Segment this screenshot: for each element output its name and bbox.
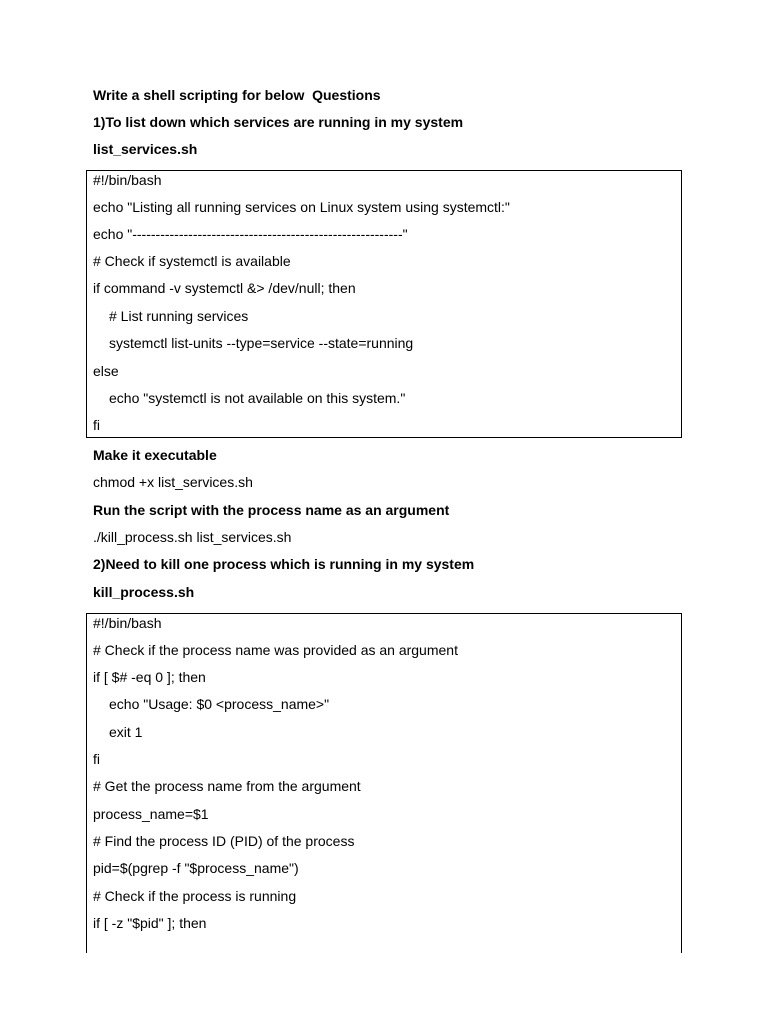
code-line: if [ $# -eq 0 ]; then (93, 669, 206, 685)
code-line: fi (93, 417, 100, 433)
code-line: echo "Usage: $0 <process_name>" (109, 696, 330, 712)
run-script-command: ./kill_process.sh list_services.sh (93, 529, 292, 545)
question-1-filename: list_services.sh (93, 141, 198, 157)
code-line: systemctl list-units --type=service --state=running (109, 335, 414, 351)
code-line: # Check if the process is running (93, 888, 297, 904)
make-executable-label: Make it executable (93, 447, 217, 463)
code-block-kill-process (86, 613, 682, 953)
make-executable-command: chmod +x list_services.sh (93, 474, 253, 490)
code-line: # Check if systemctl is available (93, 253, 291, 269)
code-line: else (93, 363, 119, 379)
code-line: fi (93, 751, 100, 767)
code-line: # Find the process ID (PID) of the process (93, 833, 355, 849)
code-block-list-services (86, 170, 682, 438)
code-line: # List running services (109, 308, 249, 324)
code-line: echo "----------------------------------------------------------" (93, 226, 408, 242)
question-1-title: 1)To list down which services are running in my system (93, 114, 464, 130)
code-line: if command -v systemctl &> /dev/null; then (93, 280, 356, 296)
code-line: #!/bin/bash (93, 172, 162, 188)
question-2-title: 2)Need to kill one process which is running in my system (93, 556, 475, 572)
code-line: if [ -z "$pid" ]; then (93, 915, 207, 931)
code-line: process_name=$1 (93, 806, 209, 822)
code-line: # Get the process name from the argument (93, 778, 361, 794)
code-line: # Check if the process name was provided as an argument (93, 642, 458, 658)
code-line: echo "Listing all running services on Linux system using systemctl:" (93, 199, 510, 215)
code-line: exit 1 (109, 724, 143, 740)
code-line: #!/bin/bash (93, 615, 162, 631)
question-2-filename: kill_process.sh (93, 584, 195, 600)
code-line: pid=$(pgrep -f "$process_name") (93, 860, 299, 876)
document-heading: Write a shell scripting for below Questions (93, 87, 381, 103)
run-script-label: Run the script with the process name as an argument (93, 502, 450, 518)
code-line: echo "systemctl is not available on this system." (109, 390, 406, 406)
